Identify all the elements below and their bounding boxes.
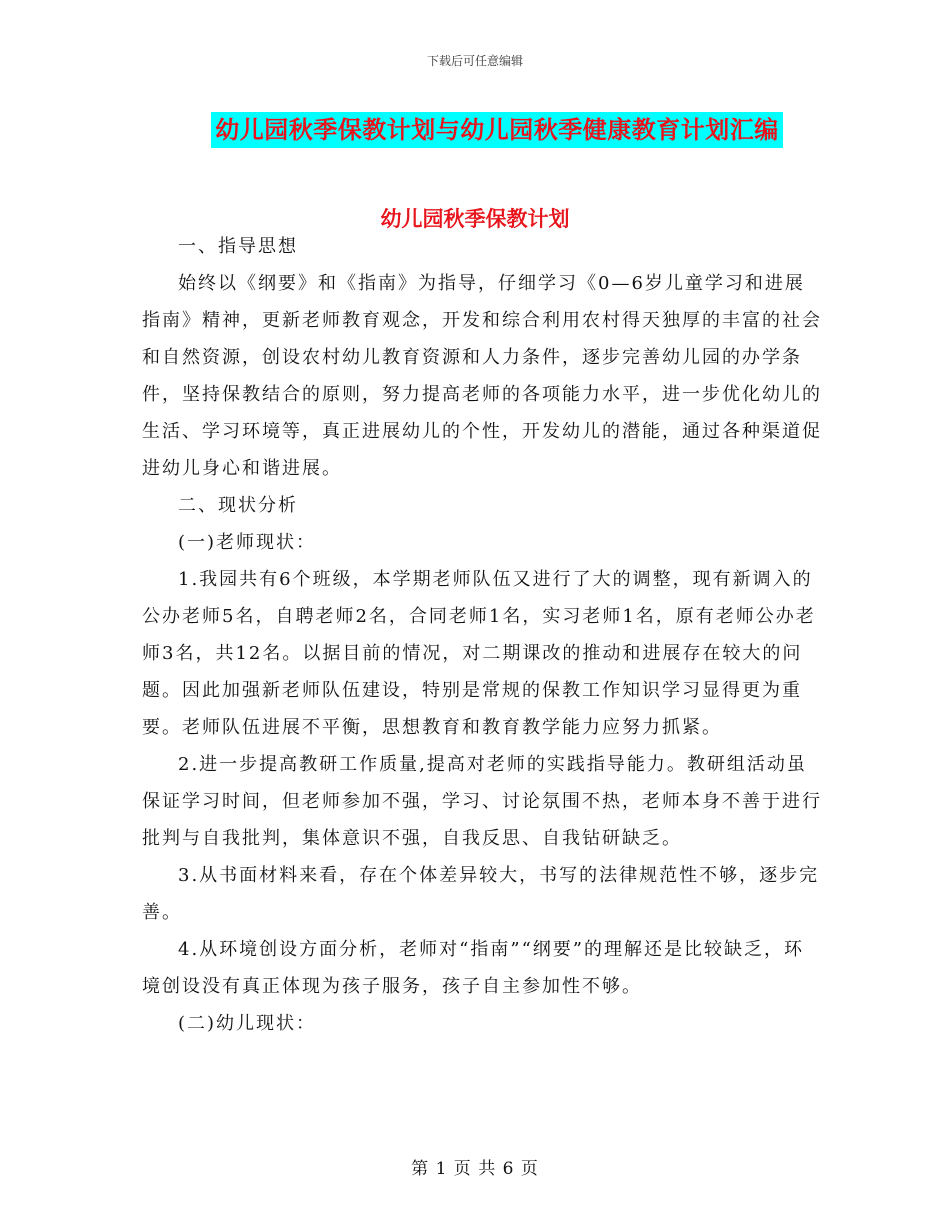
page-footer: 第 1 页 共 6 页 <box>411 1159 539 1179</box>
paragraph: (二)幼儿现状： <box>178 1013 317 1034</box>
body-text <box>142 228 822 1042</box>
paragraph: 二、现状分析 <box>178 495 298 516</box>
main-title: 幼儿园秋季保教计划与幼儿园秋季健康教育计划汇编 <box>211 112 783 148</box>
paragraph: 3.从书面材料来看，存在个体差异较大，书写的法律规范性不够，逐步完善。 <box>142 865 820 923</box>
paragraph: (一)老师现状： <box>178 532 317 553</box>
section-title: 幼儿园秋季保教计划 <box>380 206 570 231</box>
paragraph: 始终以《纲要》和《指南》为指导，仔细学习《0—6岁儿童学习和进展指南》精神，更新老师教育观念，开发和综合利用农村得天独厚的丰富的社会和自然资源，创设农村幼儿教育资源和人力条件，逐步完善幼儿园的办学条件，坚持保教结合的原则，努力提高老师的各项能力水平，进一步优化幼儿的生活、学习环境等，真正进展幼儿的个性，开发幼儿的潜能，通过各种渠道促进幼儿身心和谐进展。 <box>142 273 822 479</box>
paragraph: 1.我园共有6个班级，本学期老师队伍又进行了大的调整，现有新调入的公办老师5名，自聘老师2名，合同老师1名，实习老师1名，原有老师公办老师3名，共12名。以据目前的情况，对二期课改的推动和进展存在较大的问题。因此加强新老师队伍建设，特别是常规的保教工作知识学习显得更为重要。老师队伍进展不平衡，思想教育和教育教学能力应努力抓紧。 <box>142 569 816 738</box>
main-title-wrap <box>0 112 950 148</box>
paragraph: 2.进一步提高教研工作质量,提高对老师的实践指导能力。教研组活动虽保证学习时间，但老师参加不强，学习、讨论氛围不热，老师本身不善于进行批判与自我批判，集体意识不强，自我反思、自我钻研缺乏。 <box>142 754 822 849</box>
paragraph: 一、指导思想 <box>178 236 298 257</box>
paragraph: 4.从环境创设方面分析，老师对“指南”“纲要”的理解还是比较缺乏，环境创设没有真正体现为孩子服务，孩子自主参加性不够。 <box>142 939 804 997</box>
header-note: 下载后可任意编辑 <box>426 54 523 68</box>
